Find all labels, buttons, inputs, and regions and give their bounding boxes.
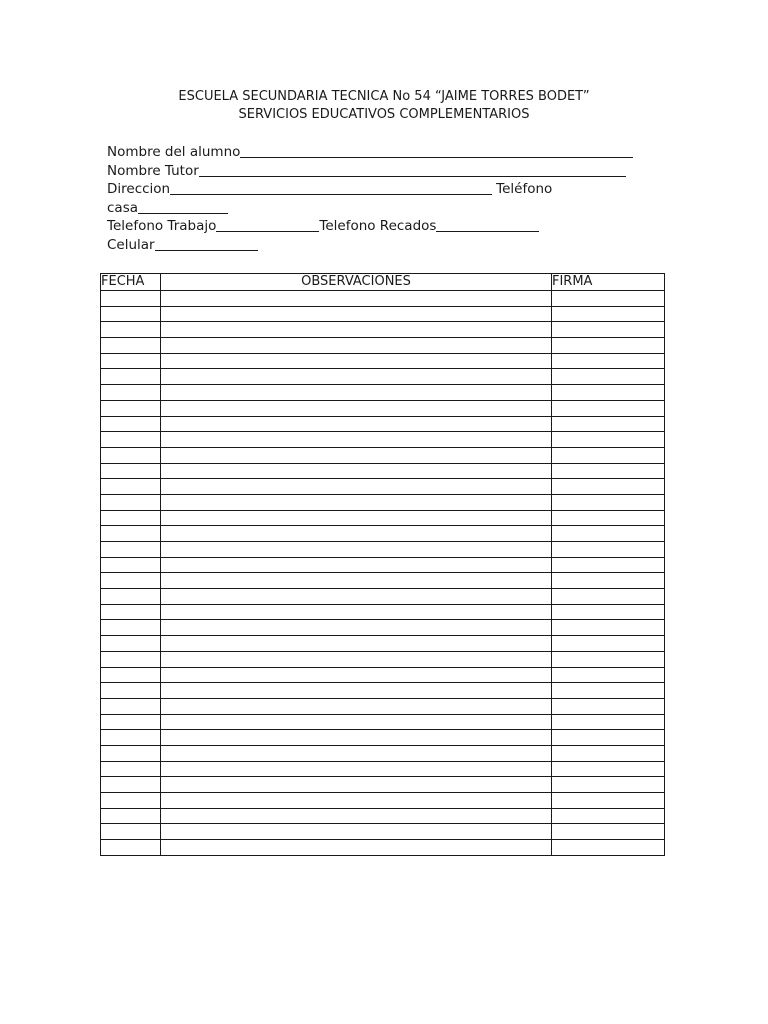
work-phone-blank[interactable] <box>216 219 319 232</box>
phone-label: Teléfono <box>496 181 553 197</box>
cell-phone-line <box>107 236 687 255</box>
observations-cell[interactable] <box>161 651 552 667</box>
date-cell[interactable] <box>101 761 161 777</box>
observations-cell[interactable] <box>161 761 552 777</box>
observations-cell[interactable] <box>161 683 552 699</box>
table-row <box>101 322 665 338</box>
work-phone-label: Telefono Trabajo <box>107 218 217 234</box>
home-phone-blank[interactable] <box>138 201 228 214</box>
signature-cell[interactable] <box>552 683 665 699</box>
date-cell[interactable] <box>101 683 161 699</box>
signature-cell[interactable] <box>552 526 665 542</box>
date-cell[interactable] <box>101 432 161 448</box>
observations-cell[interactable] <box>161 526 552 542</box>
signature-cell[interactable] <box>552 840 665 856</box>
date-cell[interactable] <box>101 369 161 385</box>
signature-cell[interactable] <box>552 620 665 636</box>
observations-cell[interactable] <box>161 793 552 809</box>
table-row <box>101 683 665 699</box>
signature-cell[interactable] <box>552 777 665 793</box>
cell-phone-blank[interactable] <box>155 238 258 251</box>
signature-cell[interactable] <box>552 322 665 338</box>
signature-cell[interactable] <box>552 510 665 526</box>
table-row <box>101 447 665 463</box>
date-cell[interactable] <box>101 620 161 636</box>
date-cell[interactable] <box>101 636 161 652</box>
observations-cell[interactable] <box>161 824 552 840</box>
table-row <box>101 479 665 495</box>
signature-cell[interactable] <box>552 494 665 510</box>
signature-cell[interactable] <box>552 291 665 307</box>
date-cell[interactable] <box>101 824 161 840</box>
signature-cell[interactable] <box>552 385 665 401</box>
table-row <box>101 494 665 510</box>
table-row <box>101 353 665 369</box>
table-row <box>101 589 665 605</box>
table-row <box>101 291 665 307</box>
date-cell[interactable] <box>101 416 161 432</box>
signature-cell[interactable] <box>552 793 665 809</box>
student-name-line <box>107 143 687 162</box>
observations-cell[interactable] <box>161 479 552 495</box>
table-row <box>101 604 665 620</box>
observations-cell[interactable] <box>161 745 552 761</box>
date-cell[interactable] <box>101 589 161 605</box>
table-row <box>101 338 665 354</box>
table-row <box>101 793 665 809</box>
signature-cell[interactable] <box>552 353 665 369</box>
date-cell[interactable] <box>101 651 161 667</box>
observations-cell[interactable] <box>161 494 552 510</box>
observations-cell[interactable] <box>161 604 552 620</box>
table-row <box>101 432 665 448</box>
signature-cell[interactable] <box>552 479 665 495</box>
date-cell[interactable] <box>101 322 161 338</box>
observations-cell[interactable] <box>161 542 552 558</box>
signature-cell[interactable] <box>552 557 665 573</box>
observations-cell[interactable] <box>161 714 552 730</box>
table-row <box>101 824 665 840</box>
table-row <box>101 777 665 793</box>
date-cell[interactable] <box>101 667 161 683</box>
table-row <box>101 761 665 777</box>
cell-phone-label: Celular <box>107 236 155 253</box>
signature-cell[interactable] <box>552 463 665 479</box>
date-cell[interactable] <box>101 808 161 824</box>
date-cell[interactable] <box>101 494 161 510</box>
column-header-date: FECHA <box>101 274 161 291</box>
message-phone-label: Telefono Recados <box>319 218 437 234</box>
date-cell[interactable] <box>101 510 161 526</box>
observations-cell[interactable] <box>161 463 552 479</box>
table-row <box>101 714 665 730</box>
signature-cell[interactable] <box>552 667 665 683</box>
signature-cell[interactable] <box>552 573 665 589</box>
date-cell[interactable] <box>101 447 161 463</box>
work-phone-line <box>107 217 687 236</box>
observations-cell[interactable] <box>161 353 552 369</box>
observations-cell[interactable] <box>161 416 552 432</box>
column-header-signature: FIRMA <box>552 274 665 291</box>
observations-cell[interactable] <box>161 385 552 401</box>
date-cell[interactable] <box>101 557 161 573</box>
address-line <box>107 180 687 199</box>
date-cell[interactable] <box>101 385 161 401</box>
date-cell[interactable] <box>101 306 161 322</box>
table-row <box>101 510 665 526</box>
observations-cell[interactable] <box>161 338 552 354</box>
date-cell[interactable] <box>101 291 161 307</box>
table-row <box>101 808 665 824</box>
date-cell[interactable] <box>101 542 161 558</box>
home-phone-line <box>107 199 687 218</box>
column-header-observations: OBSERVACIONES <box>161 274 552 291</box>
signature-cell[interactable] <box>552 542 665 558</box>
observations-cell[interactable] <box>161 510 552 526</box>
observations-cell[interactable] <box>161 777 552 793</box>
signature-cell[interactable] <box>552 338 665 354</box>
date-cell[interactable] <box>101 730 161 746</box>
observations-cell[interactable] <box>161 369 552 385</box>
signature-cell[interactable] <box>552 400 665 416</box>
date-cell[interactable] <box>101 573 161 589</box>
table-row <box>101 636 665 652</box>
date-cell[interactable] <box>101 479 161 495</box>
signature-cell[interactable] <box>552 824 665 840</box>
signature-cell[interactable] <box>552 604 665 620</box>
observations-cell[interactable] <box>161 698 552 714</box>
date-cell[interactable] <box>101 777 161 793</box>
date-cell[interactable] <box>101 353 161 369</box>
message-phone-blank[interactable] <box>436 219 539 232</box>
date-cell[interactable] <box>101 463 161 479</box>
observations-cell[interactable] <box>161 432 552 448</box>
date-cell[interactable] <box>101 793 161 809</box>
signature-cell[interactable] <box>552 730 665 746</box>
observations-cell[interactable] <box>161 620 552 636</box>
observations-cell[interactable] <box>161 400 552 416</box>
signature-cell[interactable] <box>552 432 665 448</box>
signature-cell[interactable] <box>552 369 665 385</box>
signature-cell[interactable] <box>552 589 665 605</box>
observations-table <box>100 273 665 856</box>
observations-cell[interactable] <box>161 636 552 652</box>
signature-cell[interactable] <box>552 714 665 730</box>
date-cell[interactable] <box>101 714 161 730</box>
observations-cell[interactable] <box>161 291 552 307</box>
tutor-name-blank[interactable] <box>199 164 626 177</box>
table-row <box>101 745 665 761</box>
signature-cell[interactable] <box>552 808 665 824</box>
signature-cell[interactable] <box>552 698 665 714</box>
table-row <box>101 385 665 401</box>
observations-cell[interactable] <box>161 730 552 746</box>
signature-cell[interactable] <box>552 416 665 432</box>
table-row <box>101 620 665 636</box>
table-row <box>101 667 665 683</box>
table-row <box>101 651 665 667</box>
observations-cell[interactable] <box>161 589 552 605</box>
tutor-name-label: Nombre Tutor <box>107 162 199 179</box>
table-row <box>101 730 665 746</box>
table-row <box>101 542 665 558</box>
signature-cell[interactable] <box>552 745 665 761</box>
table-header-row <box>101 274 665 291</box>
observations-cell[interactable] <box>161 573 552 589</box>
signature-cell[interactable] <box>552 447 665 463</box>
tutor-name-line <box>107 162 687 181</box>
student-name-blank[interactable] <box>240 145 633 158</box>
observations-cell[interactable] <box>161 557 552 573</box>
date-cell[interactable] <box>101 338 161 354</box>
table-row <box>101 306 665 322</box>
observations-cell[interactable] <box>161 306 552 322</box>
table-row <box>101 463 665 479</box>
observations-cell[interactable] <box>161 322 552 338</box>
signature-cell[interactable] <box>552 761 665 777</box>
home-label: casa <box>107 199 139 216</box>
table-row <box>101 416 665 432</box>
date-cell[interactable] <box>101 526 161 542</box>
date-cell[interactable] <box>101 400 161 416</box>
department-heading: SERVICIOS EDUCATIVOS COMPLEMENTARIOS <box>238 107 530 122</box>
table-row <box>101 557 665 573</box>
date-cell[interactable] <box>101 840 161 856</box>
table-row <box>101 526 665 542</box>
table-row <box>101 698 665 714</box>
student-name-label: Nombre del alumno <box>107 144 241 160</box>
table-row <box>101 369 665 385</box>
table-row <box>101 573 665 589</box>
date-cell[interactable] <box>101 745 161 761</box>
observations-cell[interactable] <box>161 840 552 856</box>
table-body <box>101 291 665 856</box>
signature-cell[interactable] <box>552 636 665 652</box>
student-info-form <box>107 143 687 254</box>
address-blank[interactable] <box>170 182 492 195</box>
school-name-heading: ESCUELA SECUNDARIA TECNICA No 54 “JAIME TORRES BODET” <box>178 89 590 104</box>
observations-cell[interactable] <box>161 447 552 463</box>
date-cell[interactable] <box>101 604 161 620</box>
signature-cell[interactable] <box>552 651 665 667</box>
signature-cell[interactable] <box>552 306 665 322</box>
table-row <box>101 400 665 416</box>
observations-cell[interactable] <box>161 667 552 683</box>
observations-cell[interactable] <box>161 808 552 824</box>
table-row <box>101 840 665 856</box>
address-label: Direccion <box>107 181 171 197</box>
date-cell[interactable] <box>101 698 161 714</box>
